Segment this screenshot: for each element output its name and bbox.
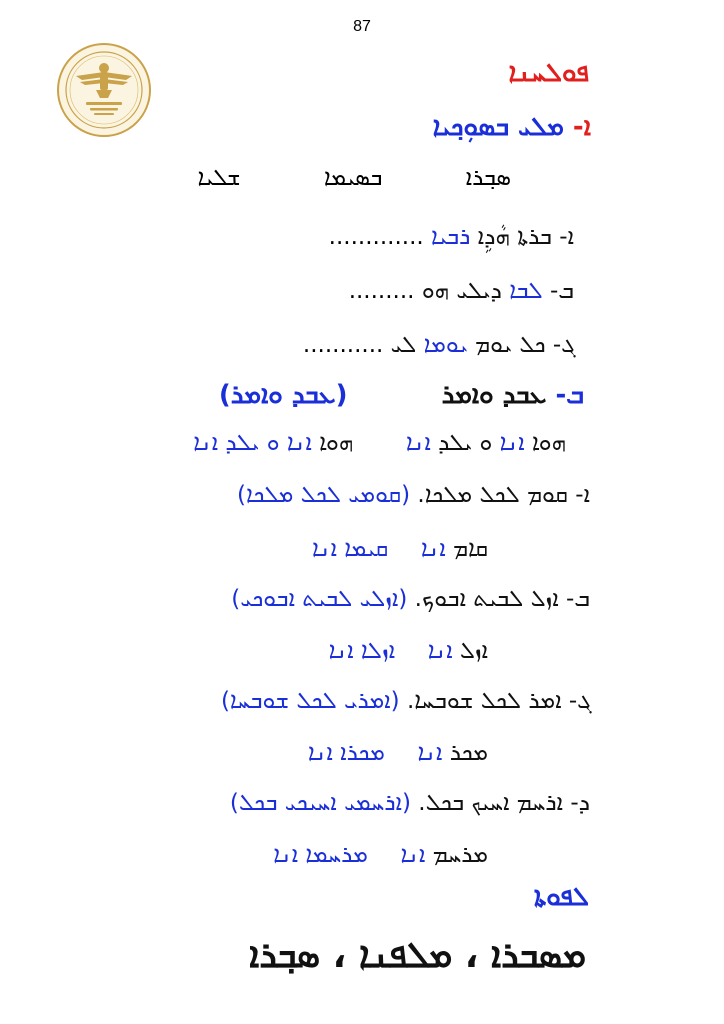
answer-word: ܩܐܡ	[453, 536, 488, 562]
answer-word: ܐܢܐ	[417, 740, 443, 766]
exercise-a-1	[329, 224, 574, 250]
exercise-b-1	[237, 482, 590, 508]
blank-dots: ...........	[302, 332, 384, 358]
answer-word: ܐܢܐ	[273, 842, 299, 868]
answer-word: ܐܢܐ	[312, 536, 337, 562]
heading-2-paren: (ܥܒܕ ܘܐܡܪ)	[218, 380, 348, 410]
answer-word: ܡܪܚܡܐ	[305, 842, 368, 868]
exercise-sentence: ܐܡܪ ܠܟܠ ܫܘܒܚܐ.	[406, 688, 562, 714]
exercise-paren: (ܐܙܠܝ ܠܒܝܬ ܐܒܘܟܝ)	[231, 586, 408, 612]
exercise-sentence: ܐܙܠ ܠܒܝܬ ܐܒܘܟ.	[414, 586, 559, 612]
example-word: ܗܘܐ	[531, 430, 566, 456]
blank-dots: .............	[328, 224, 424, 250]
exercise-answer: ܪܒܝܐ	[431, 224, 471, 250]
answer-word: ܐܙܠܐ	[360, 638, 396, 664]
exercise-text: ܟܠ ܝܘܡ	[475, 332, 546, 358]
word-bank	[198, 165, 512, 191]
answer-word: ܐܢܐ	[420, 536, 446, 562]
heading-2-label: ܒ-	[555, 380, 584, 410]
exercise-paren: (ܩܘܡܝ ܠܟܠ ܡܠܟܐ)	[236, 482, 411, 508]
exercise-label: ܐ-	[559, 224, 574, 250]
heading-1	[433, 112, 591, 143]
exercise-text: ܕܝܠܝ ܗܘ	[421, 278, 502, 304]
vocabulary-line: ܡܣܒܪܐ ، ܡܠܦܢܐ ، ܣܒ݂ܪܐ	[249, 935, 586, 976]
institution-seal-logo	[56, 42, 152, 138]
word-bank-item: ܫܠܝܐ	[197, 165, 241, 191]
word-bank-item: ܣܒ݂ܪܐ	[465, 165, 511, 191]
exercise-label: ܐ-	[575, 482, 590, 508]
exercise-b-1-answer	[312, 536, 488, 562]
exercise-a-3	[303, 332, 576, 358]
answer-word: ܩܝܡܐ	[344, 536, 389, 562]
exercise-label: ܒ-	[550, 278, 574, 304]
heading-1-label: ܐ-	[572, 112, 591, 142]
exercise-label: ܓ-	[568, 688, 592, 714]
exercise-b-2-answer	[329, 638, 488, 664]
exercise-b-4-answer	[273, 842, 488, 868]
example-word: ܐܢܐ	[405, 430, 431, 456]
example-word: ܐܢܐ ܘ ܝܠܕ ܐܢܐ	[193, 430, 312, 456]
answer-word: ܐܢܐ	[307, 740, 333, 766]
exercise-b-3	[221, 688, 592, 714]
exercise-b-4	[230, 790, 590, 816]
example-line	[193, 430, 566, 456]
exercise-label: ܒ-	[566, 586, 590, 612]
exercise-paren: (ܐܪܚܡܝ ܐܚܝܟܝ ܒܟܠ)	[229, 790, 411, 816]
example-word: ܘ ܝܠܕ	[438, 430, 493, 456]
heading-2	[219, 380, 584, 411]
exercise-text: ܠܝ	[390, 332, 417, 358]
section-title: ܦܘܠܚܢܐ	[508, 58, 589, 88]
exercise-answer: ܝܘܡܐ	[423, 332, 468, 358]
blank-dots: .........	[348, 278, 415, 304]
exercise-b-2	[231, 586, 590, 612]
answer-word: ܡܟܪܐ	[340, 740, 385, 766]
heading-1-text: ܡܠܝ ܒܣܘܼܟ݂ܝܐ	[432, 112, 564, 142]
answer-word: ܐܢܐ	[427, 638, 453, 664]
exercise-label: ܕ-	[570, 790, 590, 816]
exercise-label: ܓ-	[552, 332, 576, 358]
example-word: ܐܢܐ	[499, 430, 525, 456]
exercise-a-2	[349, 278, 574, 304]
answer-word: ܐܢܐ	[400, 842, 426, 868]
answer-word: ܐܙܠ	[459, 638, 488, 664]
answer-word: ܐܢܐ	[328, 638, 354, 664]
page-number: 87	[353, 18, 371, 35]
exercise-b-3-answer	[308, 740, 488, 766]
answer-word: ܡܪܚܡ	[432, 842, 488, 868]
answer-word: ܡܟܪ	[449, 740, 488, 766]
exercise-paren: (ܐܡܪܝ ܠܟܠ ܫܘܒܚܐ)	[220, 688, 400, 714]
example-word: ܗܘܐ	[319, 430, 354, 456]
exercise-answer: ܠܒܐ	[509, 278, 543, 304]
word-bank-item: ܒܣܝܡܐ	[323, 165, 383, 191]
heading-2-text: ܥܒܕ ܘܐܡܪ	[441, 380, 547, 410]
exercise-text: ܒܪܬܐ ܗܵܕܹܐ	[477, 224, 552, 250]
exercise-sentence: ܐܪܚܡ ܐܚܝܟ ܒܟܠ.	[418, 790, 564, 816]
exercise-sentence: ܩܘܡ ܠܟܠ ܡܠܟܐ.	[417, 482, 568, 508]
vocabulary-title: ܠܦܘܬܐ	[533, 882, 589, 912]
